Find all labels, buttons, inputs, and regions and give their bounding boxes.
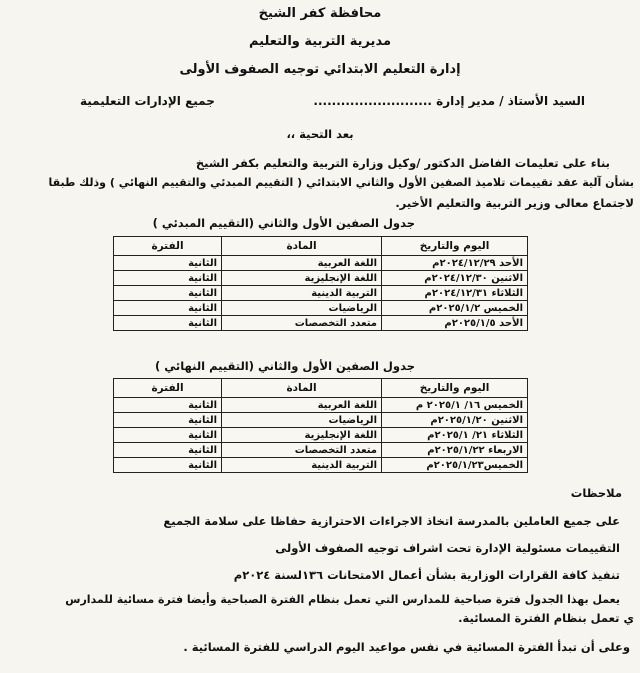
cell-subject: التربية الدينية: [222, 286, 382, 301]
cell-date: الخميس ١٦/ ٢٠٢٥/١ م: [382, 398, 528, 413]
header-period: الفترة: [114, 379, 222, 398]
cell-date: الاثنين ٢٠٢٥/١/٢٠م: [382, 413, 528, 428]
cell-period: الثانية: [114, 286, 222, 301]
header-date: اليوم والتاريخ: [382, 379, 528, 398]
note-3: تنفيذ كافة القرارات الوزارية بشأن أعمال الامتحانات ١٣٦لسنة ٢٠٢٤م: [233, 568, 620, 582]
table-row: [114, 458, 528, 473]
cell-period: الثانية: [114, 413, 222, 428]
header-subject: المادة: [222, 379, 382, 398]
cell-subject: اللغة العربية: [222, 398, 382, 413]
cell-subject: الرياضيات: [222, 413, 382, 428]
body-line-2: بشأن آلية عقد تقييمات تلاميذ الصفين الأول والثاني الابتدائي ( التقييم المبدئي والتقييم النهائي ) وذلك طبقا: [48, 176, 634, 189]
header-date: اليوم والتاريخ: [382, 237, 528, 256]
cell-period: الثانية: [114, 428, 222, 443]
cell-subject: اللغة الإنجليزية: [222, 271, 382, 286]
body-line-3: لاجتماع معالى وزير التربية والتعليم الأخير.: [395, 196, 634, 210]
note-5: وعلى أن تبدأ الفترة المسائية في نفس مواعيد اليوم الدراسي للفترة المسائية .: [183, 640, 630, 654]
cell-subject: اللغة الإنجليزية: [222, 428, 382, 443]
cell-subject: الرياضيات: [222, 301, 382, 316]
table-row: [114, 413, 528, 428]
table-row: [114, 398, 528, 413]
cell-date: الثلاثاء ٢٠٢٤/١٢/٣١م: [382, 286, 528, 301]
cell-subject: متعدد التخصصات: [222, 443, 382, 458]
final-assessment-table: [113, 378, 528, 473]
cell-date: الأحد ٢٠٢٤/١٢/٢٩م: [382, 256, 528, 271]
cell-date: الاربعاء ٢٠٢٥/١/٢٢م: [382, 443, 528, 458]
table2-caption: جدول الصفين الأول والثاني (التقييم النهائي ): [155, 359, 415, 373]
cell-period: الثانية: [114, 458, 222, 473]
cell-period: الثانية: [114, 301, 222, 316]
addressee-right: جميع الإدارات التعليمية: [80, 94, 215, 108]
note-2: التقييمات مسئولية الإدارة تحت اشراف توجيه الصفوف الأولى: [275, 541, 620, 555]
cell-period: الثانية: [114, 316, 222, 331]
cell-date: الثلاثاء ٢١/ ٢٠٢٥/١م: [382, 428, 528, 443]
table-header-row: [114, 379, 528, 398]
table1-caption: جدول الصفين الأول والثاني (التقييم المبدئي ): [152, 216, 415, 230]
table-row: [114, 271, 528, 286]
note-4-line-2: ي تعمل بنظام الفترة المسائية.: [458, 611, 634, 625]
cell-date: الاثنين ٢٠٢٤/١٢/٣٠م: [382, 271, 528, 286]
cell-date: الأحد ٢٠٢٥/١/٥م: [382, 316, 528, 331]
notes-title: ملاحظات: [570, 486, 622, 500]
body-line-1: بناء على تعليمات الفاضل الدكتور /وكيل وزارة التربية والتعليم بكفر الشيخ: [195, 156, 610, 170]
cell-period: الثانية: [114, 398, 222, 413]
table-row: [114, 286, 528, 301]
table-row: [114, 428, 528, 443]
header-period: الفترة: [114, 237, 222, 256]
cell-date: الخميس ٢٠٢٥/١/٢م: [382, 301, 528, 316]
header-subject: المادة: [222, 237, 382, 256]
initial-assessment-table: [113, 236, 528, 331]
cell-subject: التربية الدينية: [222, 458, 382, 473]
table-row: [114, 316, 528, 331]
governorate-title: محافظة كفر الشيخ: [258, 6, 382, 21]
table-header-row: [114, 237, 528, 256]
cell-period: الثانية: [114, 256, 222, 271]
note-4-line-1: يعمل بهذا الجدول فترة صباحية للمدارس التي تعمل بنظام الفترة الصباحية وأيضا فترة مسائية للمدارس: [65, 593, 620, 606]
addressee-left: السيد الأستاذ / مدير إدارة ..........................: [313, 94, 585, 108]
table-row: [114, 301, 528, 316]
table-row: [114, 443, 528, 458]
greeting: بعد التحية ،،: [286, 127, 354, 141]
cell-period: الثانية: [114, 271, 222, 286]
cell-subject: متعدد التخصصات: [222, 316, 382, 331]
administration-title: إدارة التعليم الابتدائي توجيه الصفوف الأولى: [179, 62, 461, 77]
cell-subject: اللغة العربية: [222, 256, 382, 271]
directorate-title: مديرية التربية والتعليم: [248, 34, 392, 49]
cell-date: الخميس٢٠٢٥/١/٢٣م: [382, 458, 528, 473]
table-row: [114, 256, 528, 271]
cell-period: الثانية: [114, 443, 222, 458]
note-1: على جميع العاملين بالمدرسة اتخاذ الاجراءات الاحترازية حفاظا على سلامة الجميع: [163, 514, 620, 528]
